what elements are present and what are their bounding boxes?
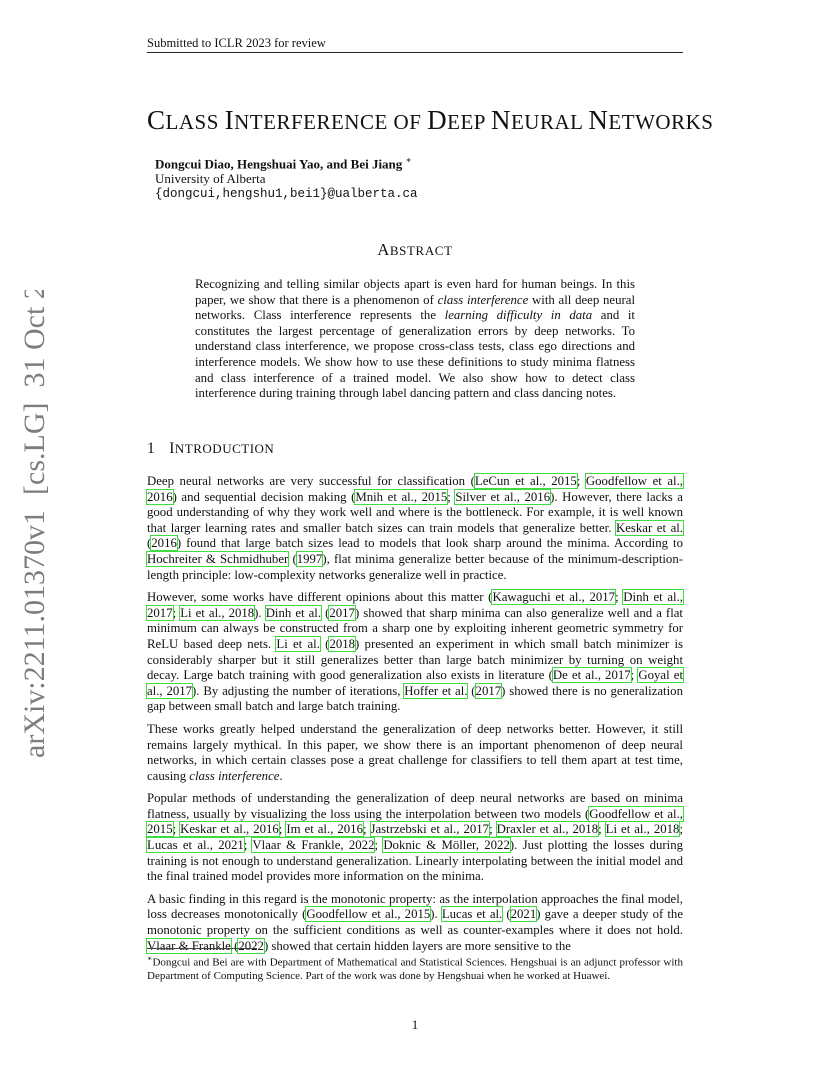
arxiv-identifier-text: arXiv:2211.01370v1 [cs.LG] 31 Oct 2022 — [18, 290, 51, 758]
citation-link[interactable]: Kawaguchi et al., 2017 — [492, 590, 616, 605]
introduction-body — [147, 474, 683, 961]
citation-link[interactable]: Doknic & Möller, 2022 — [383, 838, 510, 853]
author-footnote-marker: ∗ — [405, 155, 412, 165]
citation-link[interactable]: 2016 — [151, 536, 177, 551]
citation-link[interactable]: Li et al., 2018 — [605, 822, 680, 837]
citation-link[interactable]: Goodfellow et al., 2015 — [147, 806, 683, 837]
arxiv-identifier-stamp — [4, 290, 62, 760]
citation-link[interactable]: Dinh et al. — [265, 605, 322, 620]
citation-link[interactable]: Goodfellow et al., 2016 — [147, 474, 683, 504]
paper-title: CLASS INTERFERENCE OF DEEP NEURAL NETWORKS — [147, 105, 714, 135]
citation-link[interactable]: Silver et al., 2016 — [455, 489, 551, 504]
citation-link[interactable]: Im et al., 2016 — [286, 822, 363, 837]
citation-link[interactable]: Mnih et al., 2015 — [355, 489, 448, 504]
citation-link[interactable]: Vlaar & Frankle — [147, 938, 231, 953]
citation-link[interactable]: De et al., 2017 — [552, 668, 631, 683]
paragraph-3: These works greatly helped understand the generalization of deep networks better. However, it still remains largely mythical. In this paper, we show there is an important phenomenon of deep neural networks, in which certain classes pose a great challenge for classifiers to tell them apart at test time, causing class interference. — [147, 721, 683, 783]
citation-link[interactable]: Lucas et al. — [441, 907, 503, 922]
affiliation: University of Alberta — [155, 171, 266, 186]
citation-link[interactable]: 2018 — [329, 636, 356, 651]
paragraph-5: A basic finding in this regard is the monotonic property: as the interpolation approaches the final model, loss decreases monotonically (Goodfellow et al., 2015). Lucas et al. (2021) gave a deeper study of the monotonic property on the sufficient conditions as well as counter-examples where it does not hold. Vlaar & Frankle (2022) showed that certain hidden layers are more sensitive to the — [147, 891, 683, 953]
citation-link[interactable]: Dinh et al., 2017 — [147, 590, 683, 620]
paragraph-1: Deep neural networks are very successful for classification (LeCun et al., 2015; Goodfellow et al., 2016) and sequential decision making (Mnih et al., 2015; Silver et al., 2016). However, there lacks a good understanding of why they work well and where is the bottleneck. For example, it is well known that larger learning rates and smaller batch sizes can train models that generalize better. Keskar et al. (2016) found that large batch sizes lead to models that look sharp around the minima. According to Hochreiter & Schmidhuber (1997), flat minima generalize better because of the minimum-description-length principle: low-complexity networks generalize well in practice. — [147, 474, 684, 582]
citation-link[interactable]: 1997 — [296, 551, 323, 566]
footnote-rule — [147, 948, 257, 949]
citation-link[interactable]: Goodfellow et al., 2015 — [306, 907, 431, 922]
citation-link[interactable]: Goyal et al., 2017 — [147, 668, 684, 698]
citation-link[interactable]: Vlaar & Frankle, 2022 — [252, 838, 375, 853]
citation-link[interactable]: Hoffer et al. — [404, 683, 468, 698]
citation-link[interactable]: Lucas et al., 2021 — [147, 838, 244, 853]
paragraph-2: However, some works have different opinions about this matter (Kawaguchi et al., 2017; Dinh et al., 2017; Li et al., 2018). Dinh et al. (2017) showed that sharp minima can also generalize well and a flat minimum can always be constructed from a sharp one by exploiting inherent geometric symmetry for ReLU based deep nets. Li et al. (2018) presented an experiment in which small batch minimizer is considerably sharper but it still generalizes better than large batch minimizer by turning on weight decay. Large batch training with good generalization also exists in literature (De et al., 2017; Goyal et al., 2017). By adjusting the number of iterations, Hoffer et al. (2017) showed there is no generalization gap between small batch and large batch training. — [147, 590, 684, 714]
citation-link[interactable]: Li et al. — [276, 636, 320, 651]
citation-link[interactable]: Li et al., 2018 — [180, 605, 255, 620]
footnote-marker: ∗ — [147, 954, 153, 963]
paragraph-4: Popular methods of understanding the generalization of deep neural networks are based on minima flatness, usually by visualizing the loss using the interpolation between two models (Goodfellow et al., 2015; Keskar et al., 2016; Im et al., 2016; Jastrzebski et al., 2017; Draxler et al., 2018; Li et al., 2018; Lucas et al., 2021; Vlaar & Frankle, 2022; Doknic & Möller, 2022). Just plotting the losses during training is not enough to understand generalization. Linearly interpolating between the initial model and the final trained model provides more information on the minima. — [147, 791, 683, 884]
abstract-text: Recognizing and telling similar objects apart is even hard for human beings. In this paper, we show that there is a phenomenon of class interference with all deep neural networks. Class interference represents the learning difficulty in data and it constitutes the largest percentage of generalization errors by deep networks. To understand class interference, we propose cross-class tests, class ego directions and interference models. We show how to use these definitions to study minima flatness and class interference of a trained model. We also show how to detect class interference during training through label dancing pattern and class dancing notes. — [195, 277, 635, 401]
citation-link[interactable]: LeCun et al., 2015 — [474, 474, 577, 488]
citation-link[interactable]: Hochreiter & Schmidhuber — [147, 551, 289, 566]
author-list: Dongcui Diao, Hengshuai Yao, and Bei Jiang ∗ — [155, 155, 412, 172]
author-email: {dongcui,hengshu1,bei1}@ualberta.ca — [155, 187, 418, 201]
citation-link[interactable]: 2017 — [475, 683, 502, 698]
citation-link[interactable]: Keskar et al. — [615, 520, 684, 535]
header-rule — [147, 52, 683, 53]
citation-link[interactable]: 2022 — [238, 938, 264, 953]
section-heading-introduction: 1 INTRODUCTION — [147, 440, 275, 457]
citation-link[interactable]: Jastrzebski et al., 2017 — [370, 822, 490, 837]
page-number: 1 — [411, 1017, 419, 1032]
running-header: Submitted to ICLR 2023 for review — [147, 36, 326, 50]
citation-link[interactable]: 2017 — [329, 605, 355, 620]
citation-link[interactable]: 2021 — [510, 907, 537, 922]
abstract-heading: ABSTRACT — [377, 240, 453, 259]
footnote: ∗Dongcui and Bei are with Department of Mathematical and Statistical Sciences. Hengshuai is an adjunct professor with Department of Computing Science. Part of the work was done by Hengshuai when he worked at Huawei. — [147, 954, 683, 983]
citation-link[interactable]: Draxler et al., 2018 — [496, 822, 599, 837]
citation-link[interactable]: Keskar et al., 2016 — [180, 822, 279, 837]
